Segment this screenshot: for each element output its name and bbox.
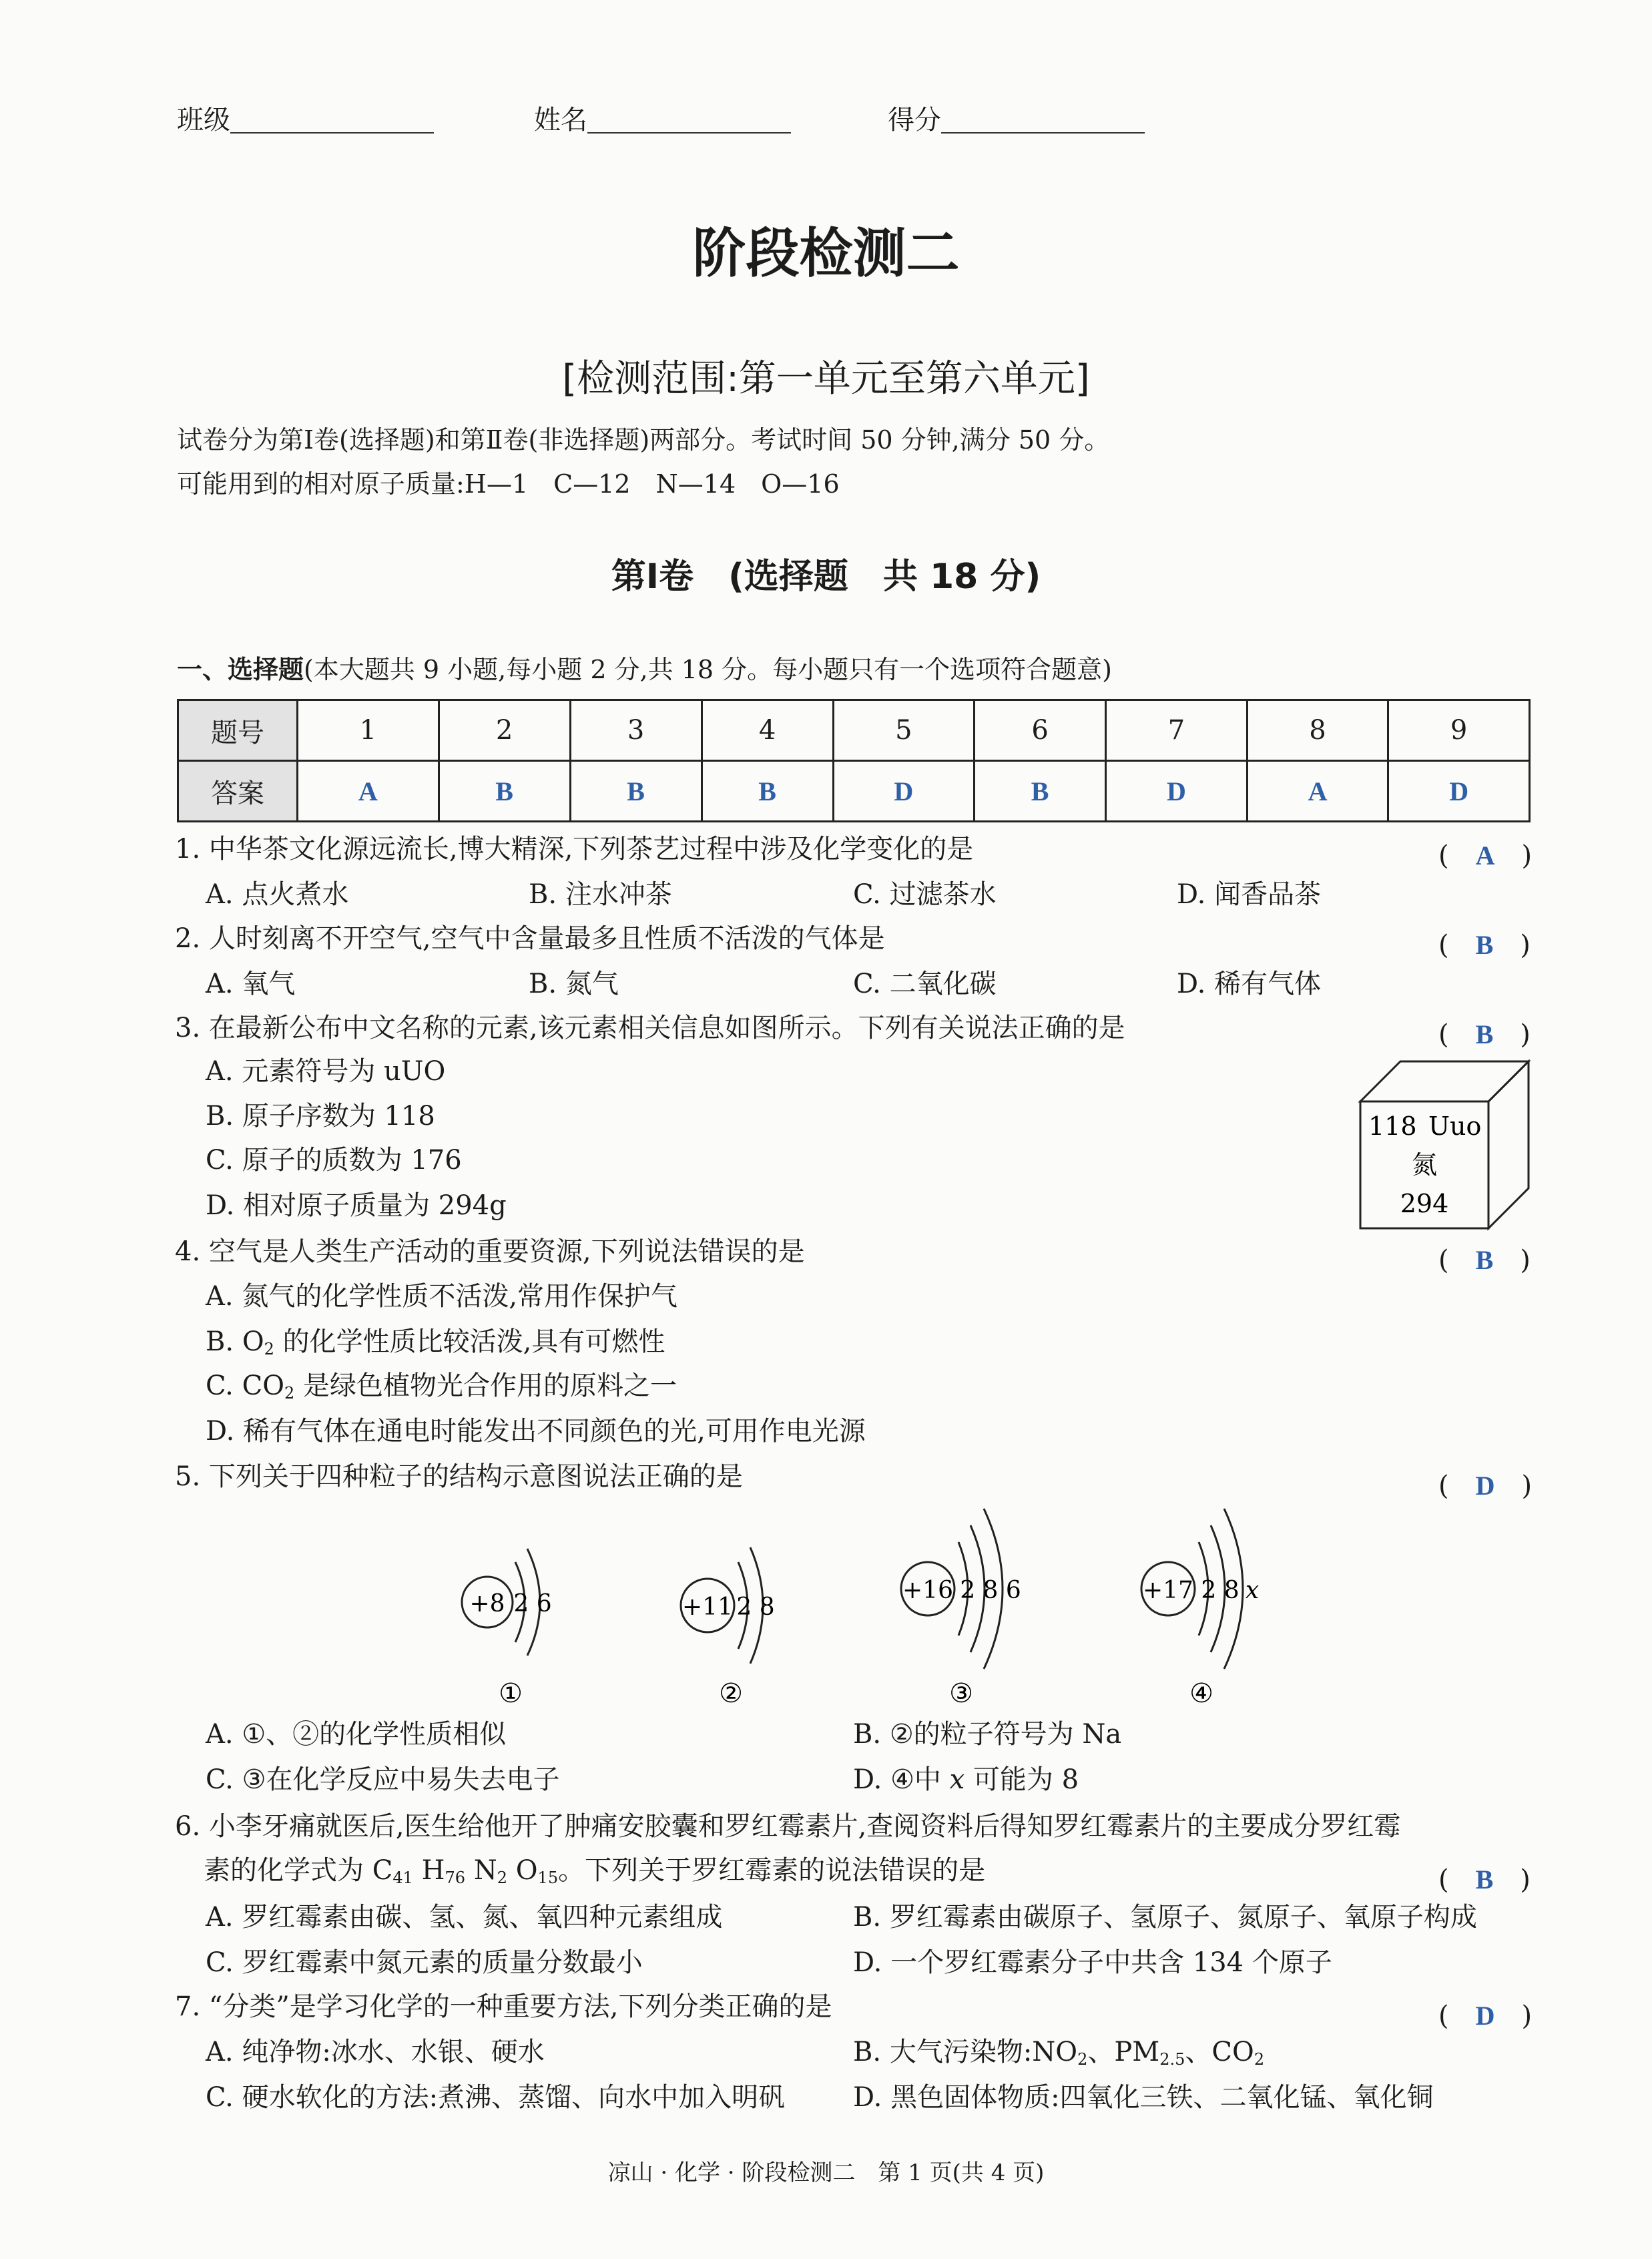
cube-side-face (1488, 1061, 1529, 1228)
q6-option-d: D. 一个罗红霉素分子中共含 134 个原子 (853, 1947, 1332, 1978)
q3-option-b: B. 原子序数为 118 (206, 1101, 435, 1132)
class-label: 班级 (177, 105, 230, 136)
element-cube-diagram (1348, 1055, 1535, 1235)
q2-answer-slot: ( B ) (1438, 930, 1531, 961)
table-cell-answer: B (439, 761, 570, 822)
table-cell-answer: B (702, 761, 833, 822)
q4-b-sub: 2 (264, 1340, 274, 1358)
particle-2-shells: 2 8 (736, 1593, 775, 1621)
q5-d-var: x (949, 1764, 965, 1795)
q2-option-a: A. 氧气 (206, 969, 296, 999)
particle-4-shells: 2 8 (1201, 1577, 1240, 1604)
score-field (888, 105, 1145, 134)
q6-stem-line2 (204, 1855, 986, 1887)
table-header-number: 题号 (178, 700, 298, 761)
q7-b-sub3: 2 (1254, 2050, 1265, 2069)
q6-stem-line1: 6. 小李牙痛就医后,医生给他开了肿痛安胶囊和罗红霉素片,查阅资料后得知罗红霉素片的主要成分罗红霉 (175, 1811, 1401, 1842)
particle-1-label: ① (499, 1678, 523, 1709)
section1-heading (177, 657, 1112, 682)
q4-answer-slot: ( B ) (1438, 1245, 1531, 1276)
name-label: 姓名 (534, 105, 587, 136)
q4-b-pre: B. O (206, 1326, 264, 1357)
q4-option-b (206, 1326, 665, 1358)
table-cell-answer: A (1247, 761, 1388, 822)
name-field (534, 105, 791, 134)
table-cell-number: 9 (1388, 700, 1530, 761)
intro-line1: 试卷分为第Ⅰ卷(选择题)和第Ⅱ卷(非选择题)两部分。考试时间 50 分钟,满分 50 分。 (177, 425, 1110, 455)
q3-option-a: A. 元素符号为 uUO (206, 1056, 446, 1087)
q4-stem: 4. 空气是人类生产活动的重要资源,下列说法错误的是 (175, 1236, 805, 1267)
q3-answer: B (1475, 1019, 1494, 1049)
particle-4-nucleus: +17 (1143, 1577, 1193, 1604)
q2-option-c: C. 二氧化碳 (853, 969, 997, 999)
q5-option-b: B. ②的粒子符号为 Na (853, 1719, 1122, 1750)
q5-d-pre: D. ④中 (853, 1764, 950, 1795)
class-field (177, 105, 434, 134)
q1-option-c: C. 过滤茶水 (853, 879, 997, 910)
q1-answer: A (1475, 840, 1495, 870)
q2-option-b: B. 氮气 (529, 969, 619, 999)
element-symbol: Uuo (1428, 1111, 1482, 1141)
q5-answer: D (1475, 1471, 1495, 1501)
q7-option-a: A. 纯净物:冰水、水银、硬水 (206, 2037, 545, 2067)
q2-stem: 2. 人时刻离不开空气,空气中含量最多且性质不活泼的气体是 (175, 923, 885, 954)
q6-h: H (421, 1855, 445, 1886)
table-cell-number: 2 (439, 700, 570, 761)
q7-answer: D (1475, 2001, 1495, 2031)
particle-3-label: ③ (949, 1678, 973, 1709)
table-cell-answer: B (570, 761, 702, 822)
name-blank[interactable] (587, 105, 791, 134)
q4-option-d: D. 稀有气体在通电时能发出不同颜色的光,可用作电光源 (206, 1416, 866, 1447)
q5-d-post: 可能为 8 (965, 1764, 1079, 1795)
q7-b-sub1: 2 (1077, 2050, 1088, 2069)
q6-stem-post: 。下列关于罗红霉素的说法错误的是 (558, 1855, 986, 1886)
q6-sub-2: 2 (497, 1868, 508, 1887)
table-row-answers (178, 761, 1530, 822)
q7-b-pre: B. 大气污染物:NO (853, 2037, 1078, 2067)
element-name: 氮 (1411, 1150, 1438, 1180)
table-cell-answer: B (975, 761, 1106, 822)
table-row-numbers (178, 700, 1530, 761)
part1-title: 第Ⅰ卷 (选择题 共 18 分) (611, 557, 1041, 597)
q6-stem-pre: 素的化学式为 C (204, 1855, 393, 1886)
score-label: 得分 (888, 105, 941, 136)
q7-b-mid: 、PM (1087, 2037, 1160, 2067)
intro-line2: 可能用到的相对原子质量:H—1 C—12 N—14 O—16 (177, 469, 840, 499)
section1-desc: (本大题共 9 小题,每小题 2 分,共 18 分。每小题只有一个选项符合题意) (304, 655, 1113, 684)
q1-answer-slot: ( A ) (1438, 840, 1533, 871)
table-cell-answer: D (1388, 761, 1530, 822)
q3-stem: 3. 在最新公布中文名称的元素,该元素相关信息如图所示。下列有关说法正确的是 (175, 1013, 1125, 1043)
q6-answer-slot: ( B ) (1438, 1864, 1531, 1895)
particle-4-label: ④ (1189, 1678, 1213, 1709)
q6-option-c: C. 罗红霉素中氮元素的质量分数最小 (206, 1947, 643, 1978)
table-cell-number: 6 (975, 700, 1106, 761)
page-footer: 凉山 · 化学 · 阶段检测二 第 1 页(共 4 页) (607, 2160, 1045, 2186)
q2-answer: B (1475, 930, 1494, 960)
table-cell-answer: D (833, 761, 975, 822)
q4-b-post: 的化学性质比较活泼,具有可燃性 (274, 1326, 665, 1357)
q6-sub-41: 41 (392, 1868, 413, 1887)
particle-2-label: ② (719, 1678, 743, 1709)
particle-diagrams (434, 1495, 1335, 1716)
element-mass: 294 (1400, 1189, 1449, 1218)
table-cell-number: 4 (702, 700, 833, 761)
q7-option-d: D. 黑色固体物质:四氧化三铁、二氧化锰、氧化铜 (853, 2082, 1434, 2113)
table-cell-answer: A (298, 761, 439, 822)
q4-option-c (206, 1370, 677, 1403)
q1-option-d: D. 闻香品茶 (1177, 879, 1322, 910)
q6-answer: B (1475, 1864, 1494, 1895)
q3-option-d: D. 相对原子质量为 294g (206, 1190, 507, 1221)
q4-c-sub: 2 (284, 1384, 295, 1403)
table-cell-number: 3 (570, 700, 702, 761)
q4-c-post: 是绿色植物光合作用的原料之一 (294, 1370, 677, 1401)
q5-answer-slot: ( D ) (1438, 1471, 1533, 1501)
q5-option-d (853, 1766, 1079, 1793)
q4-answer: B (1475, 1245, 1494, 1275)
q1-stem: 1. 中华茶文化源远流长,博大精深,下列茶艺过程中涉及化学变化的是 (175, 834, 974, 864)
table-cell-number: 5 (833, 700, 975, 761)
table-cell-number: 1 (298, 700, 439, 761)
q7-option-b (853, 2037, 1265, 2069)
q3-answer-slot: ( B ) (1438, 1019, 1531, 1050)
q6-option-a: A. 罗红霉素由碳、氢、氮、氧四种元素组成 (206, 1902, 723, 1933)
q7-option-c: C. 硬水软化的方法:煮沸、蒸馏、向水中加入明矾 (206, 2082, 786, 2113)
q6-n: N (473, 1855, 497, 1886)
q5-option-c: C. ③在化学反应中易失去电子 (206, 1764, 560, 1795)
particle-1-nucleus: +8 (469, 1590, 505, 1617)
q3-option-c: C. 原子的质数为 176 (206, 1145, 462, 1176)
particle-1-shells: 2 6 (513, 1590, 552, 1617)
table-cell-number: 7 (1106, 700, 1248, 761)
q7-b-mid2: 、CO (1185, 2037, 1254, 2067)
table-cell-answer: D (1106, 761, 1248, 822)
q6-sub-15: 15 (537, 1868, 559, 1887)
subtitle: [检测范围:第一单元至第六单元] (562, 357, 1090, 401)
q6-o: O (515, 1855, 538, 1886)
q1-option-a: A. 点火煮水 (206, 879, 349, 910)
q7-answer-slot: ( D ) (1438, 2001, 1533, 2031)
particle-4-x: x (1245, 1577, 1260, 1604)
cube-top-face (1360, 1061, 1529, 1101)
q7-stem: 7. “分类”是学习化学的一种重要方法,下列分类正确的是 (175, 1991, 832, 2022)
score-blank[interactable] (941, 105, 1145, 134)
q4-c-pre: C. CO (206, 1370, 285, 1401)
q2-option-d: D. 稀有气体 (1177, 969, 1322, 999)
section1-label: 一、选择题 (177, 655, 304, 684)
answer-table (177, 699, 1531, 822)
particle-3-nucleus: +16 (902, 1577, 953, 1604)
q4-option-a: A. 氮气的化学性质不活泼,常用作保护气 (206, 1281, 678, 1312)
q5-stem: 5. 下列关于四种粒子的结构示意图说法正确的是 (175, 1461, 743, 1492)
q6-sub-76: 76 (445, 1868, 466, 1887)
page-title: 阶段检测二 (692, 222, 960, 284)
particle-3-shells: 2 8 6 (960, 1577, 1021, 1604)
class-blank[interactable] (230, 105, 434, 134)
q6-option-b: B. 罗红霉素由碳原子、氢原子、氮原子、氧原子构成 (853, 1902, 1477, 1933)
q5-option-a: A. ①、②的化学性质相似 (206, 1719, 507, 1750)
table-cell-number: 8 (1247, 700, 1388, 761)
q7-b-sub2: 2.5 (1159, 2050, 1185, 2069)
element-number: 118 (1368, 1111, 1417, 1141)
table-header-answer: 答案 (178, 761, 298, 822)
q1-option-b: B. 注水冲茶 (529, 879, 672, 910)
particle-2-nucleus: +11 (682, 1593, 733, 1621)
